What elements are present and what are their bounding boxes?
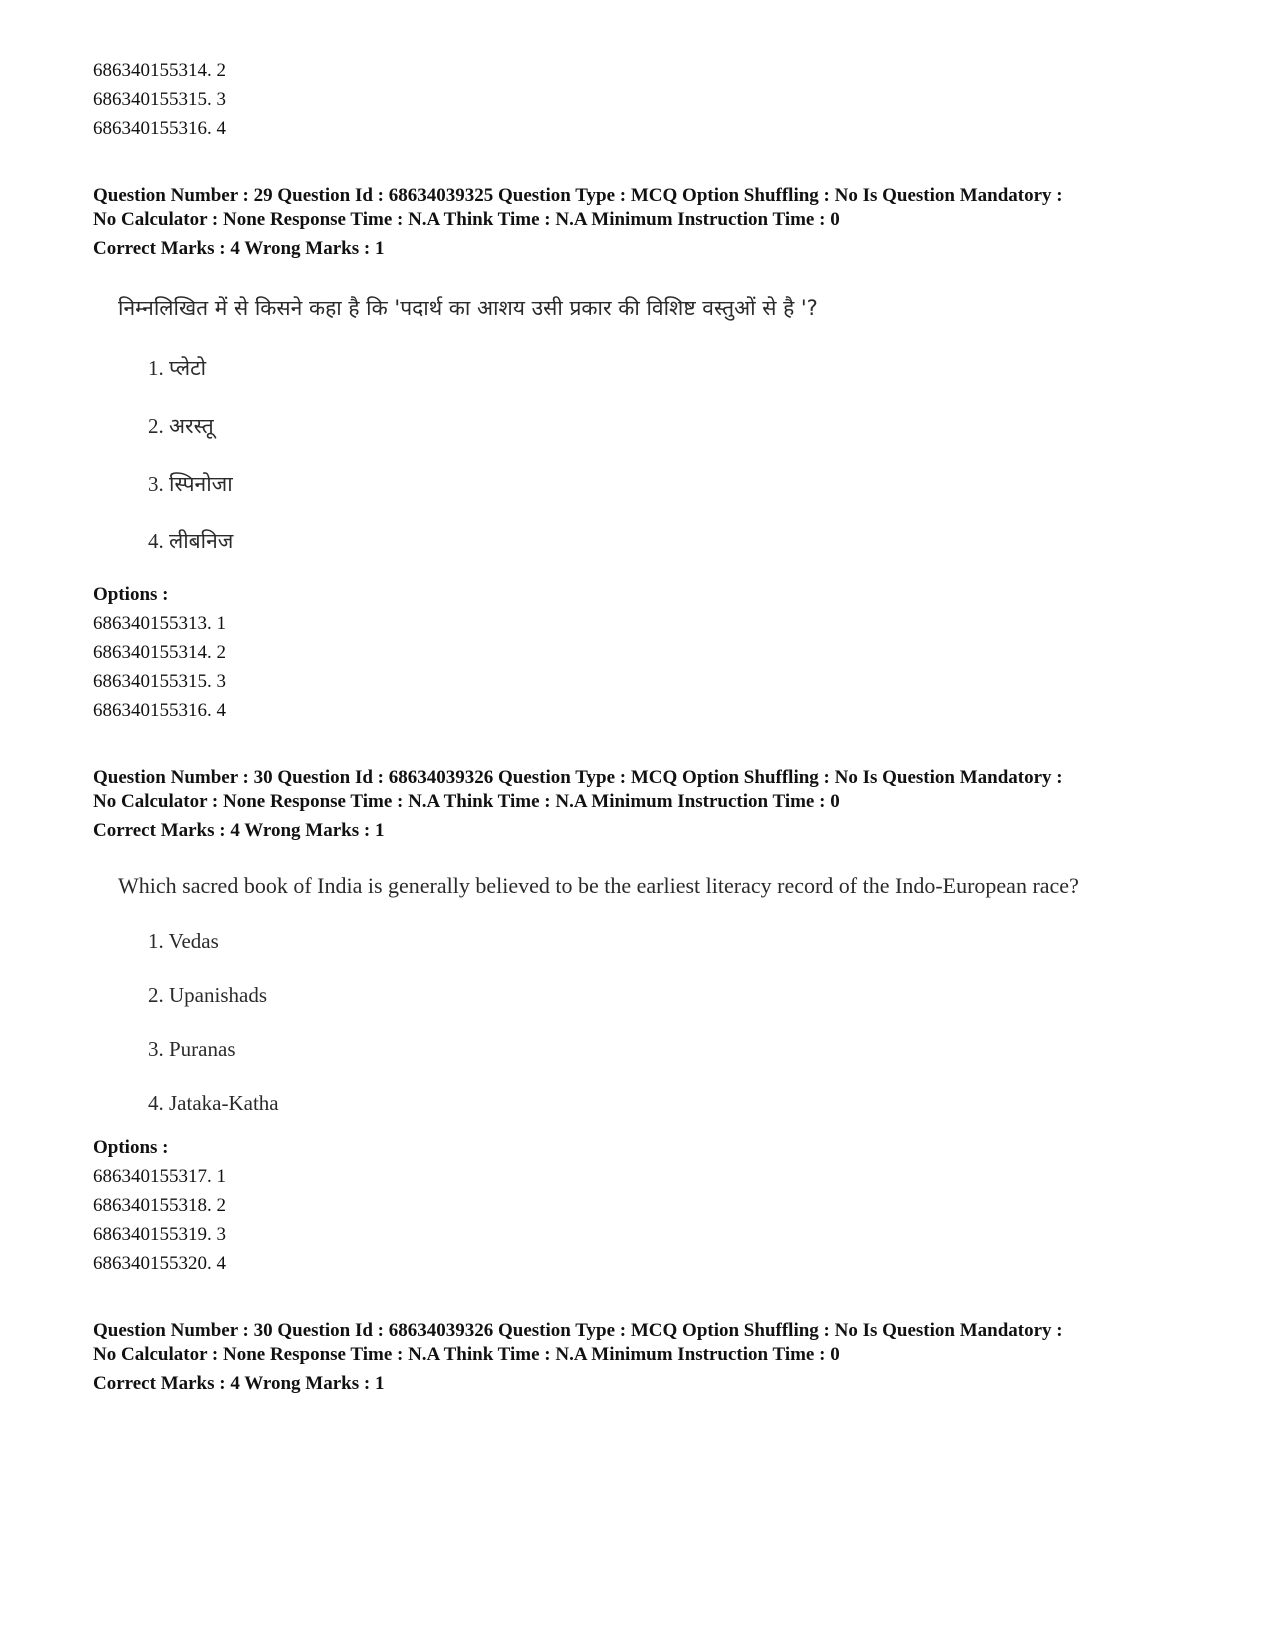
choice-item [148,927,219,955]
question-header-line2: No Calculator : None Response Time : N.A Think Time : N.A Minimum Instruction Time : 0 [93,209,840,230]
choice-item [148,1035,236,1063]
choice-item [148,412,214,440]
question-marks: Correct Marks : 4 Wrong Marks : 1 [93,820,385,841]
option-line: 686340155316. 4 [93,118,226,139]
choice-number: 2. [148,414,164,438]
choice-item [148,1089,279,1117]
option-line: 686340155318. 2 [93,1195,226,1216]
question-header-line1: Question Number : 29 Question Id : 68634039325 Question Type : MCQ Option Shuffling : No Is Question Mandatory : [93,185,1063,206]
choice-number: 3. [148,1037,164,1061]
choice-text: Jataka-Katha [169,1091,279,1115]
choice-number: 2. [148,983,164,1007]
question-header-line2: No Calculator : None Response Time : N.A Think Time : N.A Minimum Instruction Time : 0 [93,1344,840,1365]
option-line: 686340155314. 2 [93,642,226,663]
options-label: Options : [93,1137,169,1158]
option-line: 686340155313. 1 [93,613,226,634]
option-line: 686340155314. 2 [93,60,226,81]
option-line: 686340155315. 3 [93,89,226,110]
option-line: 686340155315. 3 [93,671,226,692]
choice-number: 3. [148,472,164,496]
choice-item [148,527,233,555]
question-marks: Correct Marks : 4 Wrong Marks : 1 [93,238,385,259]
choice-text: Upanishads [169,983,267,1007]
choice-text: प्लेटो [169,356,207,380]
question-marks: Correct Marks : 4 Wrong Marks : 1 [93,1373,385,1394]
choice-number: 4. [148,529,164,553]
option-line: 686340155319. 3 [93,1224,226,1245]
question-header-line1: Question Number : 30 Question Id : 68634039326 Question Type : MCQ Option Shuffling : No Is Question Mandatory : [93,767,1063,788]
option-line: 686340155317. 1 [93,1166,226,1187]
question-text: निम्नलिखित में से किसने कहा है कि 'पदार्थ का आशय उसी प्रकार की विशिष्ट वस्तुओं से है '? [118,296,818,320]
choice-text: अरस्तू [169,414,214,438]
choice-text: लीबनिज [169,529,234,553]
question-header-line1: Question Number : 30 Question Id : 68634039326 Question Type : MCQ Option Shuffling : No Is Question Mandatory : [93,1320,1063,1341]
choice-item [148,470,233,498]
choice-number: 1. [148,929,164,953]
choice-text: स्पिनोजा [169,472,233,496]
question-header-line2: No Calculator : None Response Time : N.A Think Time : N.A Minimum Instruction Time : 0 [93,791,840,812]
options-label: Options : [93,584,169,605]
choice-item [148,981,267,1009]
choice-text: Vedas [168,929,219,953]
choice-number: 1. [148,356,164,380]
choice-item [148,354,206,382]
choice-text: Puranas [169,1037,236,1061]
option-line: 686340155320. 4 [93,1253,226,1274]
choice-number: 4. [148,1091,164,1115]
question-text: Which sacred book of India is generally believed to be the earliest literacy record of the Indo-European race? [118,873,1079,898]
option-line: 686340155316. 4 [93,700,226,721]
